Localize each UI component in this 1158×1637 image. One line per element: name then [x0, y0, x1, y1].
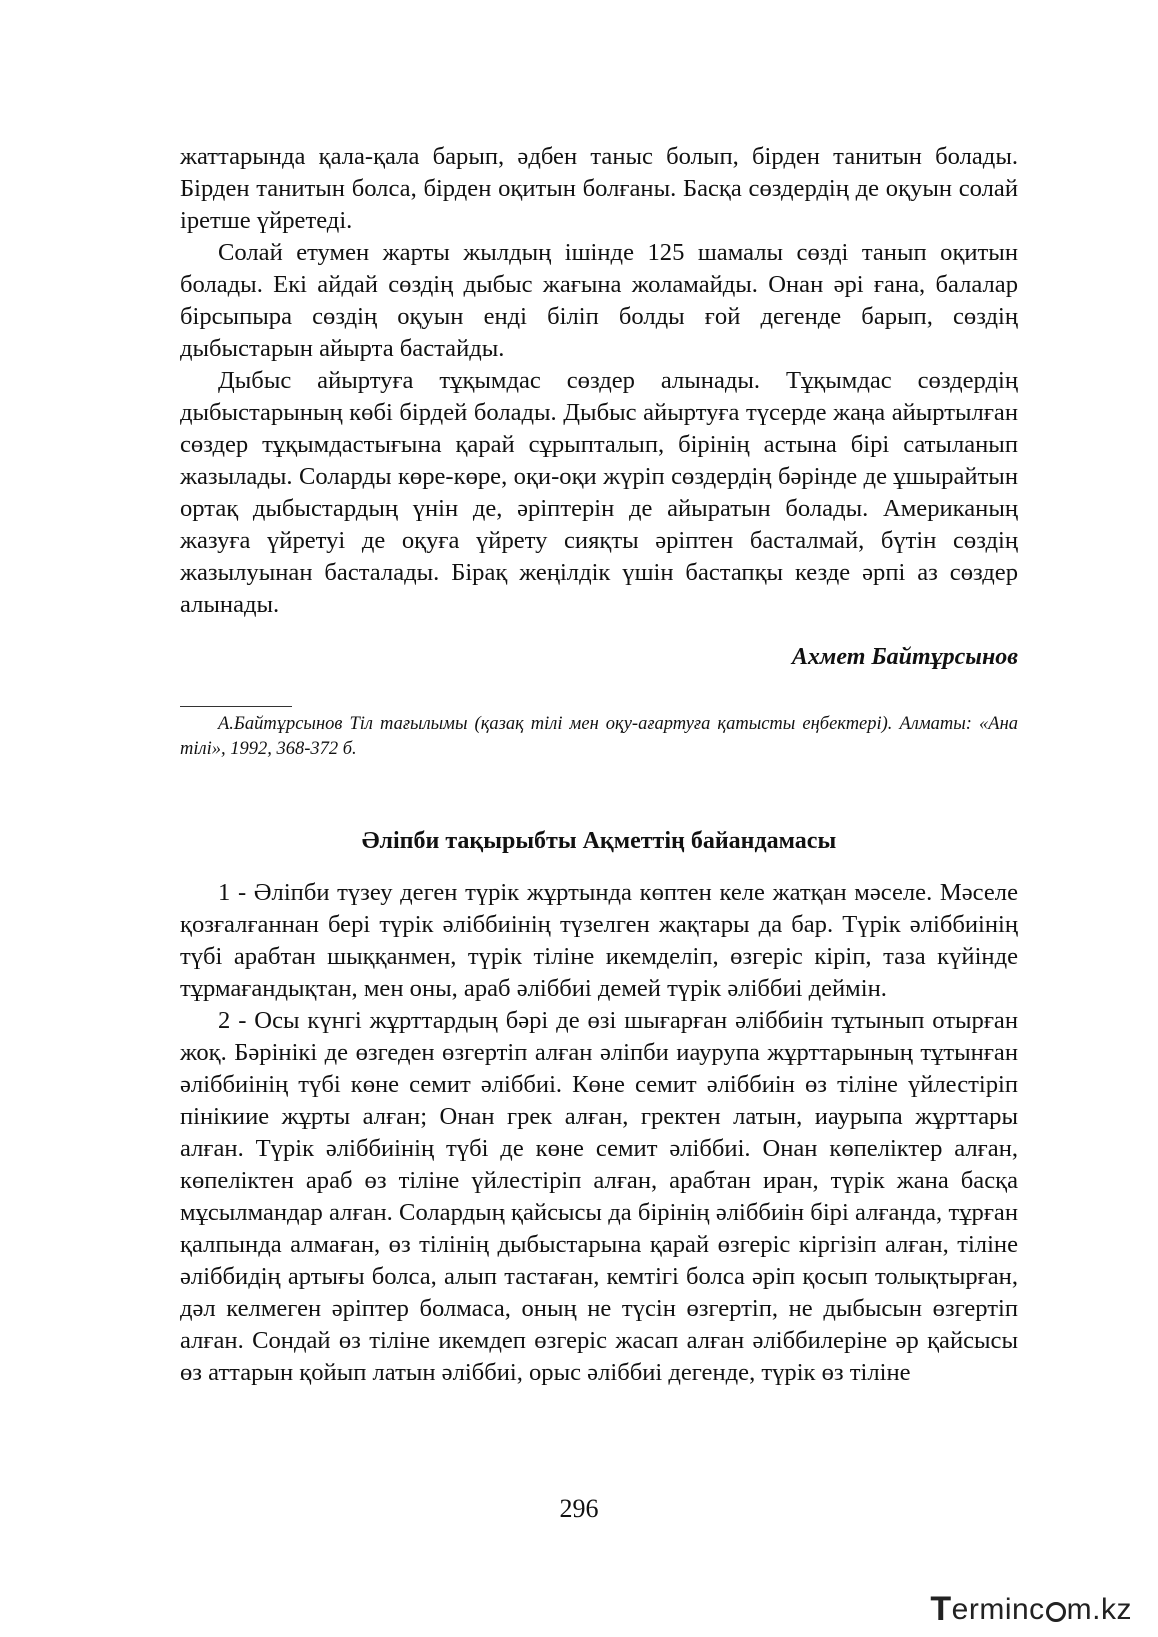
watermark-text-part1: erminc	[951, 1592, 1045, 1626]
author-signature: Ахмет Байтұрсынов	[791, 644, 1018, 670]
bottom-text-block	[180, 877, 1018, 1389]
paragraph-half-year: Солай етумен жарты жылдың ішінде 125 шамалы сөзді танып оқитын болады. Екі айдай сөздің дыбыс жағына жоламайды. Онан әрі ғана, балалар бірсыпыра сөздің оқуын енді біліп болды ғой дегенде барып, сөздің дыбыстарын айырта бастайды.	[180, 239, 1018, 362]
top-text-block	[180, 141, 1018, 621]
watermark-text-part2: m.kz	[1066, 1592, 1132, 1626]
paragraph-continuation: жаттарында қала-қала барып, әдбен таныс болып, бірден танитын болады. Бірден танитын болса, бірден оқитын болғаны. Басқа сөздердің де оқуын солай іретше үйретеді.	[180, 143, 1018, 234]
watermark-letter-t: T	[930, 1590, 952, 1628]
paragraph-point-1: 1 - Әліпби түзеу деген түрік жұртында көптен келе жатқан мәселе. Мәселе қозғалғаннан бері түрік әліббиінің түзелген жақтары да бар. Түрік әліббиінің түбі арабтан шыққанмен, түрік тіліне икемделіп, өзгеріс кіріп, таза күйінде тұрмағандықтан, мен оны, араб әліббиі демей түрік әліббиі деймін.	[180, 879, 1018, 1002]
footnote: А.Байтұрсынов Тіл тағылымы (қазақ тілі мен оқу-ағартуға қатысты еңбектері). Алматы: «Ана тілі», 1992, 368-372 б.	[180, 714, 1018, 759]
paragraph-sound-separation: Дыбыс айыртуға тұқымдас сөздер алынады. Тұқымдас сөздердің дыбыстарының көбі бірдей болады. Дыбыс айыртуға түсерде жаңа айыртылған сөздер тұқымдастығына қарай сұрыпталып, бірінің астына бірі сатыланып жазылады. Соларды көре-көре, оқи-оқи жүріп сөздердің бәрінде де ұшырайтын ортақ дыбыстардың үнін де, әріптерін де айыратын болады. Американың жазуға үйретуі де оқуға үйрету сияқты әріптен басталмай, бүтін сөздің жазылуынан басталады. Бірақ жеңілдік үшін бастапқы кезде әрпі аз сөздер алынады.	[180, 367, 1018, 618]
section-heading: Әліпби тақырыбты Ақметтің байандамасы	[361, 828, 837, 854]
circle-o-icon	[1046, 1602, 1066, 1622]
paragraph-point-2: 2 - Осы күнгі жұрттардың бәрі де өзі шығарған әліббиін тұтынып отырған жоқ. Бәрінікі де өзгеден өзгертіп алған әліпби иаурупа жұрттарының тұтынған әліббиінің түбі көне семит әліббиі. Көне семит әліббиін өз тіліне үйлестіріп пінікиие жұрты алған; Онан грек алған, гректен латын, иаурыпа жұрттары алған. Түрік әліббиінің түбі де көне семит әліббиі. Онан көпеліктер алған, көпеліктен араб өз тіліне үйлестіріп алған, арабтан иран, түрік жана басқа мұсылмандар алған. Солардың қайсысы да бірінің әліббиін бірі алғанда, тұрған қалпында алмаған, өз тілінің дыбыстарына қарай өзгеріс кіргізіп алған, тіліне әліббидің артығы болса, алып тастаған, кемтігі болса әріп қосып толықтырған, дәл келмеген әріптер болмаса, оның не түсін өзгертіп, не дыбысын өзгертіп алған. Сондай өз тіліне икемдеп өзгеріс жасап алған әліббилеріне әр қайсысы өз аттарын қойып латын әліббиі, орыс әліббиі дегенде, түрік өз тіліне	[180, 1007, 1018, 1386]
page-number: 296	[559, 1494, 599, 1523]
footnote-divider	[180, 706, 292, 707]
termincom-watermark-logo	[930, 1590, 1132, 1629]
